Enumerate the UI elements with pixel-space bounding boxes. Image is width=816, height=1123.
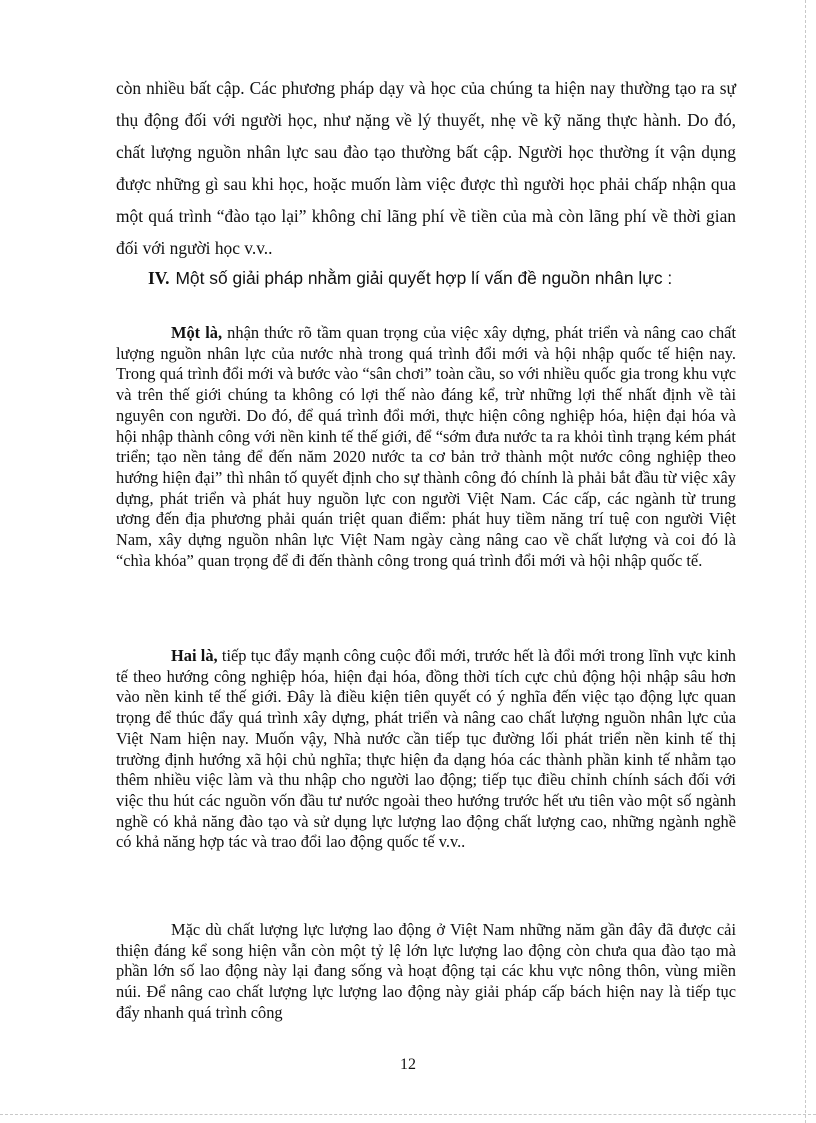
solution-paragraph-1 <box>116 323 736 571</box>
solution-1-text: nhận thức rõ tầm quan trọng của việc xây dựng, phát triển và nâng cao chất lượng nguồn nhân lực của nước nhà trong quá trình đổi mới và hội nhập quốc tế hiện nay. Trong quá trình đổi mới và bước vào “sân chơi” toàn cầu, so với nhiều quốc gia trong khu vực và trên thế giới chúng ta không có lợi thế nào đáng kể, trừ những lợi thế nhất định về tài nguyên con người. Do đó, để quá trình đổi mới, thực hiện công nghiệp hóa, hiện đại hóa và hội nhập thành công với nền kinh tế thế giới, để “sớm đưa nước ta ra khỏi tình trạng kém phát triển; tạo nền tảng để đến năm 2020 nước ta cơ bản trở thành một nước công nghiệp theo hướng hiện đại” thì nhân tố quyết định cho sự thành công đó chính là phải bắt đầu từ việc xây dựng, phát triển và phát huy nguồn lực con người Việt Nam. Các cấp, các ngành từ trung ương đến địa phương phải quán triệt quan điểm: phát huy tiềm năng trí tuệ con người Việt Nam, xây dựng nguồn nhân lực Việt Nam ngày càng nâng cao về chất lượng và coi đó là “chìa khóa” quan trọng để đi đến thành công trong quá trình đổi mới và hội nhập quốc tế. <box>116 323 736 570</box>
body-paragraph-4: Mặc dù chất lượng lực lượng lao động ở Việt Nam những năm gần đây đã được cải thiện đáng kể song hiện vẫn còn một tỷ lệ lớn lực lượng lao động còn chưa qua đào tạo mà phần lớn số lao động này lại đang sống và hoạt động tại các khu vực nông thôn, vùng miền núi. Để nâng cao chất lượng lực lượng lao động này giải pháp cấp bách hiện nay là tiếp tục đẩy nhanh quá trình công <box>116 920 736 1022</box>
page-edge-right <box>805 0 806 1123</box>
section-heading <box>148 268 672 289</box>
solution-1-lead: Một là, <box>171 323 223 342</box>
page-edge-bottom <box>0 1114 816 1115</box>
section-title: Một số giải pháp nhằm giải quyết hợp lí vấn đề nguồn nhân lực : <box>175 268 673 288</box>
solution-2-text: tiếp tục đẩy mạnh công cuộc đổi mới, trước hết là đổi mới trong lĩnh vực kinh tế theo hướng công nghiệp hóa, hiện đại hóa, đồng thời tích cực chủ động hội nhập sâu hơn vào nền kinh tế thế giới. Đây là điều kiện tiên quyết có ý nghĩa đến việc tạo động lực quan trọng để thúc đẩy quá trình xây dựng, phát triển và nâng cao chất lượng nguồn nhân lực của Việt Nam hiện nay. Muốn vậy, Nhà nước cần tiếp tục đường lối phát triển nền kinh tế thị trường định hướng xã hội chủ nghĩa; thực hiện đa dạng hóa các thành phần kinh tế nhằm tạo thêm nhiều việc làm và thu nhập cho người lao động; tiếp tục điều chỉnh chính sách đối với việc thu hút các nguồn vốn đầu tư nước ngoài theo hướng trước hết ưu tiên vào một số ngành nghề có khả năng đào tạo và sử dụng lực lượng lao động chất lượng cao, những ngành nghề có khả năng hợp tác và trao đổi lao động quốc tế v.v.. <box>116 646 736 852</box>
section-number: IV. <box>148 268 170 288</box>
page-number: 12 <box>400 1056 416 1073</box>
solution-2-lead: Hai là, <box>171 646 218 665</box>
solution-paragraph-2 <box>116 646 736 853</box>
body-paragraph-1: còn nhiều bất cập. Các phương pháp dạy và học của chúng ta hiện nay thường tạo ra sự thụ động đối với người học, như nặng về lý thuyết, nhẹ về kỹ năng thực hành. Do đó, chất lượng nguồn nhân lực sau đào tạo thường bất cập. Người học thường ít vận dụng được những gì sau khi học, hoặc muốn làm việc được thì người học phải chấp nhận qua một quá trình “đào tạo lại” không chỉ lãng phí về tiền của mà còn lãng phí về thời gian đối với người học v.v.. <box>116 78 736 258</box>
